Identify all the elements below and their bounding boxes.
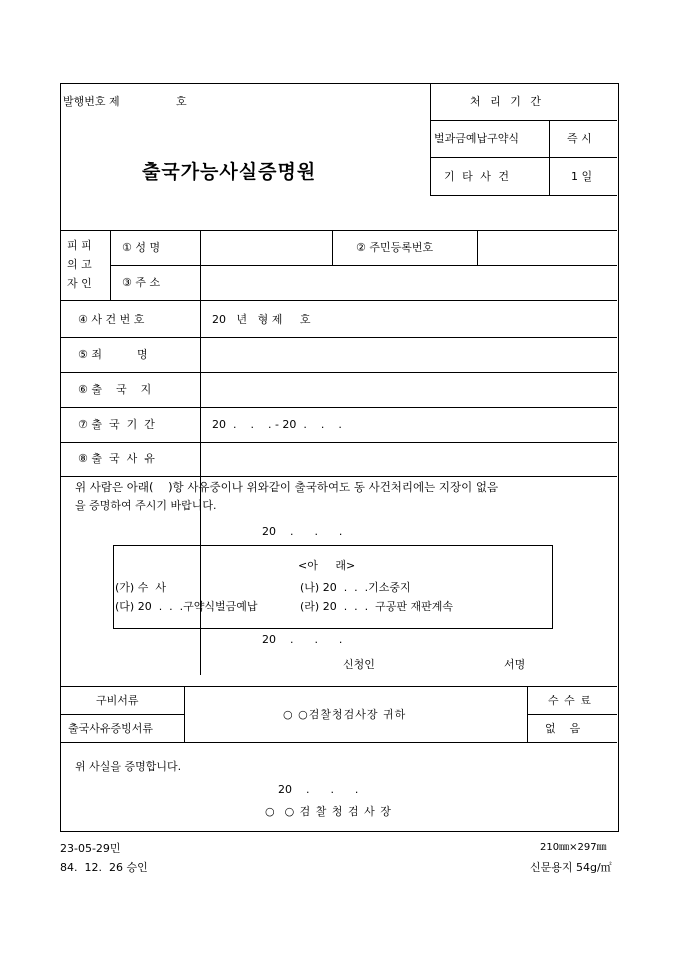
certification-date: 20 . . .	[278, 783, 359, 796]
period-value: 20 . . . - 20 . . .	[212, 418, 342, 431]
paper-type: 신문용지 54g/㎡	[530, 861, 612, 874]
processing-row-2-value: 1 일	[571, 170, 593, 183]
notes-title: <아 래>	[298, 559, 356, 572]
case-number-value: 20 년 형 제 호	[212, 313, 311, 326]
note-a: (가) 수 사	[115, 581, 166, 594]
reason-label: ⑧ 출 국 사 유	[78, 452, 155, 465]
issue-number-suffix: 호	[176, 95, 187, 108]
addressee: ○ ○검찰청검사장 귀하	[283, 708, 407, 721]
issue-number-label: 발행번호 제	[63, 95, 120, 108]
processing-period-label: 처 리 기 간	[470, 95, 544, 108]
approval: 84. 12. 26 승인	[60, 861, 148, 874]
form-code: 23-05-29민	[60, 842, 121, 855]
applicant-label: 신청인	[343, 658, 375, 671]
note-c: (다) 20 . . .구약식벌금예납	[115, 600, 258, 613]
note-b: (나) 20 . . .기소중지	[300, 581, 411, 594]
period-label: ⑦ 출 국 기 간	[78, 418, 155, 431]
certification-text: 위 사실을 증명합니다.	[75, 760, 182, 773]
processing-row-1-label: 벌과금예납구약식	[434, 132, 520, 145]
fee-value: 없 음	[545, 722, 581, 735]
address-label: ③ 주 소	[122, 276, 161, 289]
statement-date: 20 . . .	[262, 525, 343, 538]
processing-row-2-label: 기 타 사 건	[444, 170, 511, 183]
certification-signer: ○ ○ 검 찰 청 검 사 장	[265, 805, 392, 818]
suspect-side-label-2: 의 고	[67, 258, 92, 271]
rrn-label: ② 주민등록번호	[356, 241, 434, 254]
statement-date-2: 20 . . .	[262, 633, 343, 646]
suspect-side-label-1: 피 피	[67, 239, 92, 252]
processing-row-1-value: 즉 시	[567, 132, 592, 145]
destination-label: ⑥ 출 국 지	[78, 383, 152, 396]
fee-label: 수 수 료	[548, 694, 592, 707]
docs-item: 출국사유증빙서류	[68, 722, 154, 735]
case-number-label: ④ 사 건 번 호	[78, 313, 145, 326]
docs-label: 구비서류	[96, 694, 139, 707]
signature-label: 서명	[504, 658, 526, 671]
crime-label: ⑤ 죄 명	[78, 348, 148, 361]
page-title: 출국가능사실증명원	[142, 161, 317, 183]
paper-size: 210㎜×297㎜	[540, 842, 607, 853]
note-d: (라) 20 . . . 구공판 재판계속	[300, 600, 454, 613]
statement-line-1: 위 사람은 아래( )항 사유중이나 위와같이 출국하여도 동 사건처리에는 지장이 없음	[75, 480, 499, 494]
name-label: ① 성 명	[122, 241, 161, 254]
statement-line-2: 을 증명하여 주시기 바랍니다.	[75, 499, 217, 512]
suspect-side-label-3: 자 인	[67, 277, 92, 290]
